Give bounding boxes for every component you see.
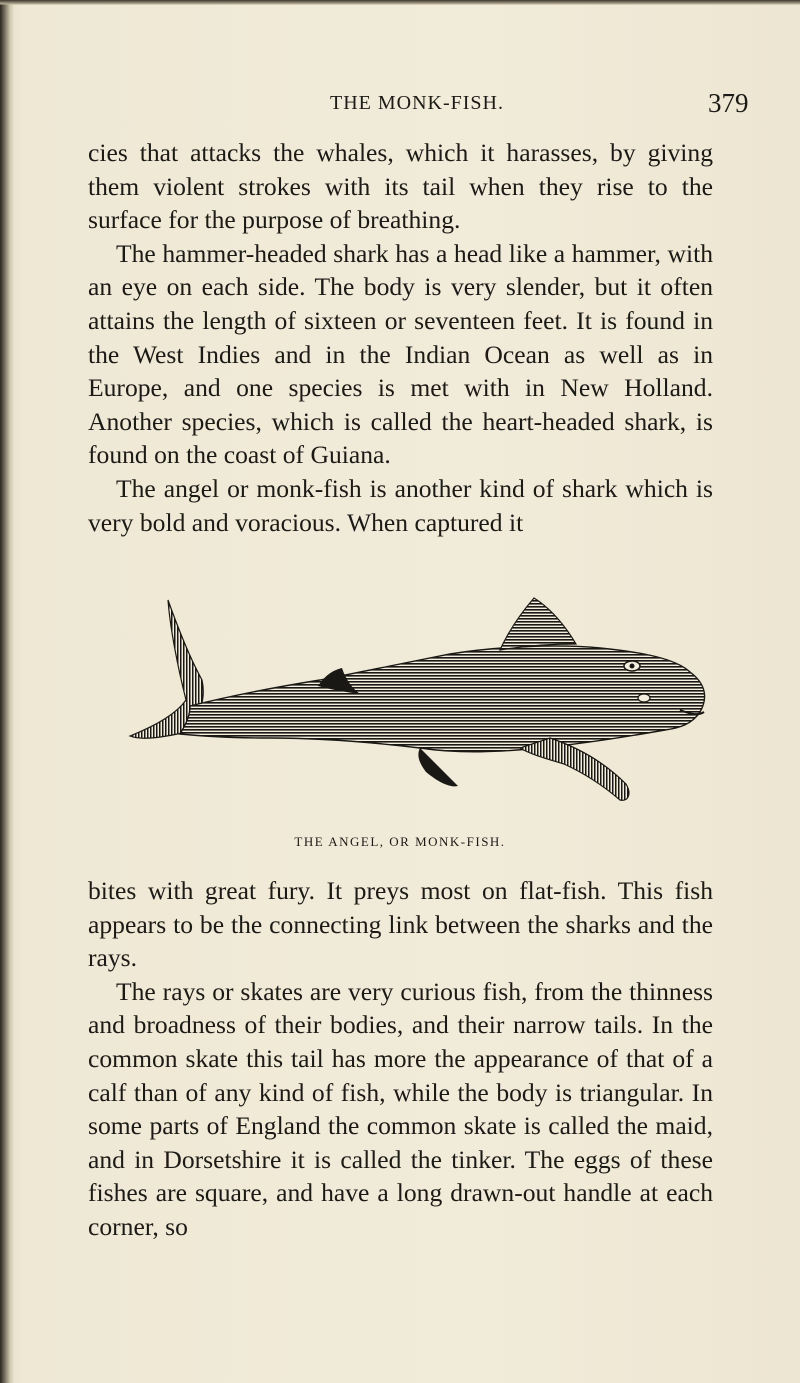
paragraph-fury: bites with great fury. It preys most on flat-fish. This fish appears to be the connecting link between the sharks and the rays. (88, 876, 713, 973)
dorsal-fin-front (500, 598, 576, 650)
text-block-bottom (88, 874, 713, 1244)
monk-fish-illustration (120, 588, 720, 820)
paragraph-hammer-headed-shark: The hammer-headed shark has a head like a hammer, with an eye on each side. The body is very slender, but it often attains the length of sixteen or seventeen feet. It is found in the West Indies and in the Indian Ocean as well as in Europe, and one species is met with in New Holland. Another species, which is called the heart-headed shark, is found on the coast of Guiana. (88, 238, 713, 470)
text-block-top (88, 136, 713, 539)
pectoral-fin (520, 738, 629, 800)
page-top-edge (0, 0, 800, 5)
pelvic-fin (418, 748, 458, 786)
paragraph-rays-skates: The rays or skates are very curious fish, from the thinness and broadness of their bodies, and their narrow tails. In the common skate this tail has more the appearance of that of a calf than of any kind of fish, while the body is triangular. In some parts of England the common skate is called the maid, and in Dorsetshire it is called the tinker. The eggs of these fishes are square, and have a long drawn-out handle at each corner, so (88, 976, 713, 1241)
paragraph-continued: cies that attacks the whales, which it harasses, by giving them violent strokes with its tail when they rise to the surface for the purpose of breathing. (88, 138, 713, 235)
fish-spiracle (638, 694, 650, 702)
running-header (0, 88, 800, 122)
figure-caption: THE ANGEL, OR MONK-FISH. (294, 834, 506, 849)
running-title: THE MONK-FISH. (330, 92, 504, 114)
page-binding-edge (0, 0, 14, 1383)
page-number: 379 (708, 88, 749, 118)
paragraph-monk-fish: The angel or monk-fish is another kind of shark which is very bold and voracious. When captured it (88, 473, 713, 537)
